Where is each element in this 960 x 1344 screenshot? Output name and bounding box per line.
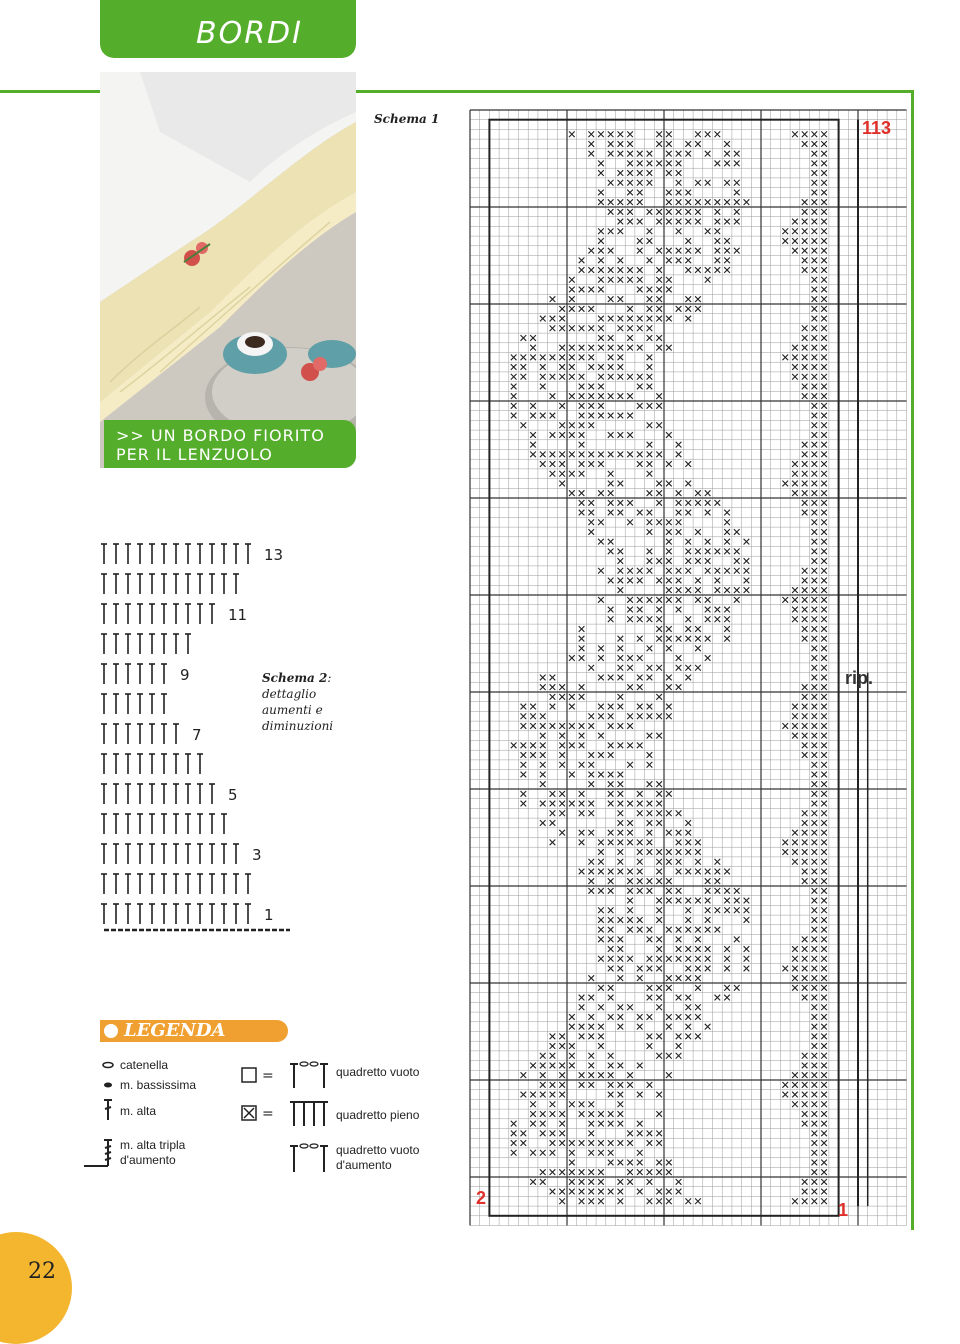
caption-line-1: >> UN BORDO FIORITO	[116, 426, 325, 445]
schema2-row-label: 3	[252, 846, 262, 864]
row-label-bottom: 1	[838, 1200, 849, 1220]
legend-title: LEGENDA	[124, 1020, 226, 1041]
photo-illustration	[100, 72, 356, 468]
empty-square-increase-icon	[290, 1144, 328, 1172]
schema2-colon: :	[327, 671, 332, 685]
empty-square-icon	[242, 1062, 328, 1088]
legend-empty-square-label: quadretto vuoto	[336, 1065, 420, 1079]
triple-treble-increase-icon	[84, 1140, 112, 1166]
slip-stitch-icon	[104, 1083, 112, 1088]
legend-increase-square-label-2: d'aumento	[336, 1158, 392, 1172]
divider-right	[356, 90, 914, 93]
schema2-row-label: 13	[264, 546, 284, 564]
chain-stitch-icon	[103, 1063, 113, 1068]
legend-chain-label: catenella	[120, 1058, 169, 1072]
schema2-title: Schema 2	[262, 671, 328, 685]
legend-filled-square-label: quadretto pieno	[336, 1108, 420, 1122]
photo-caption-box	[104, 420, 356, 468]
legend-treble-label: m. alta	[120, 1104, 157, 1118]
filled-square-icon	[242, 1102, 328, 1126]
divider-left	[0, 90, 100, 93]
treble-stitch-icon	[104, 1100, 112, 1120]
product-photo	[100, 72, 356, 468]
page-number: 22	[28, 1259, 56, 1284]
repeat-label: rip.	[845, 668, 874, 688]
svg-text:=: =	[262, 1106, 274, 1122]
row-label-top: 113	[862, 118, 892, 138]
stitch-detail-diagram	[100, 536, 300, 936]
schema2-row-label: 5	[228, 786, 238, 804]
section-title: BORDI	[196, 16, 303, 51]
schema2-line2: dettaglio	[262, 687, 317, 701]
legend-dot-icon	[104, 1024, 118, 1038]
caption-line-2: PER IL LENZUOLO	[116, 445, 273, 464]
legend-triple-label-2: d'aumento	[120, 1153, 176, 1167]
schema1-label: Schema 1	[374, 112, 440, 126]
legend-slip-label: m. bassissima	[120, 1078, 197, 1092]
schema2-caption	[262, 670, 333, 734]
schema2-row-label: 1	[264, 906, 274, 924]
legend-increase-square-label-1: quadretto vuoto	[336, 1143, 420, 1157]
svg-text:=: =	[262, 1068, 274, 1084]
schema2-row-label: 11	[228, 606, 248, 624]
schema2-line3: aumenti e	[262, 703, 323, 717]
page-number-badge	[0, 1232, 72, 1344]
row-label-start: 2	[476, 1188, 487, 1208]
schema2-row-label: 7	[192, 726, 202, 744]
schema2-line4: diminuzioni	[262, 719, 334, 733]
legend-header	[100, 1020, 288, 1042]
legend-triple-label-1: m. alta tripla	[120, 1138, 186, 1152]
schema2-row-label: 9	[180, 666, 190, 684]
